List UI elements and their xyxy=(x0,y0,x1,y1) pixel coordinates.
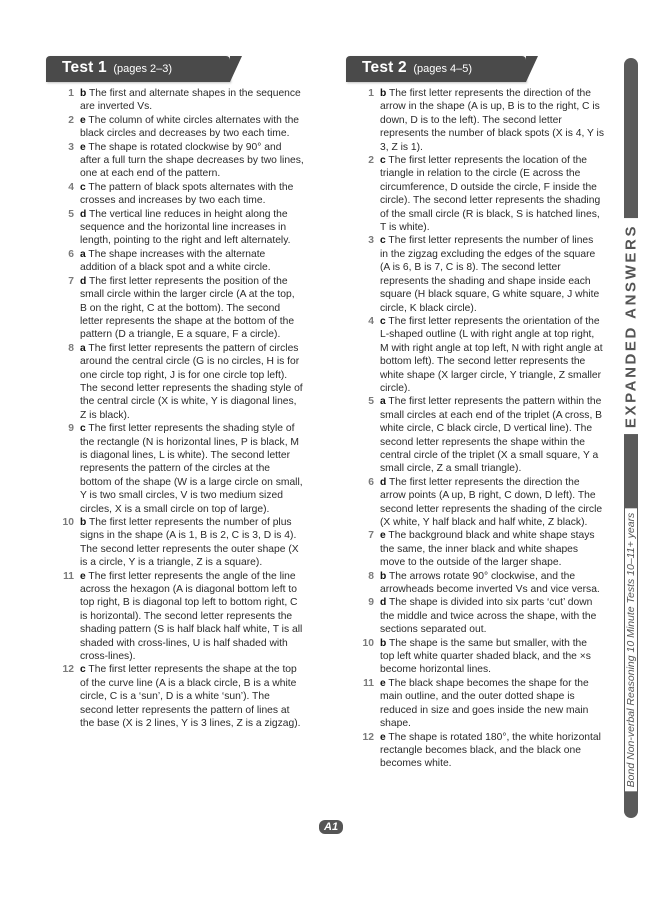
answer-item xyxy=(346,315,604,395)
answer-explanation: The shape is divided into six parts ‘cut’ down the middle and twice across the shape, with the sections separated out. xyxy=(380,597,597,636)
answer-number: 8 xyxy=(368,570,374,582)
answer-item xyxy=(46,663,304,730)
answer-explanation: The arrows rotate 90° clockwise, and the arrowheads become inverted Vs and vice versa. xyxy=(380,570,600,596)
answer-item xyxy=(346,395,604,475)
answer-item xyxy=(46,342,304,422)
answer-number: 1 xyxy=(368,88,374,99)
answer-item xyxy=(46,248,304,275)
answer-item xyxy=(46,141,304,181)
answer-explanation: The first letter represents the pattern of circles around the central circle (G is no circles, H is for one circle top right, J is for one circle top left). The second letter represents the shading style of the central circle (X is white, Y is diagonal lines, Z is black). xyxy=(80,342,303,421)
answer-item xyxy=(346,529,604,569)
answer-letter: a xyxy=(80,342,86,354)
answer-explanation: The first and alternate shapes in the sequence are inverted Vs. xyxy=(80,88,301,113)
test-2-pages: (pages 4–5) xyxy=(413,63,473,75)
answer-explanation: The first letter represents the orientation of the L-shaped outline (L with right angle at top right, M with right angle at top left, N with right angle at bottom left). The second letter represents the white shape (X larger circle, Y triangle, Z smaller circle). xyxy=(380,315,603,394)
answer-explanation: The background black and white shape stays the same, the inner black and white shapes move to the outside of the larger shape. xyxy=(380,530,595,569)
answer-item xyxy=(46,114,304,141)
answer-item xyxy=(46,181,304,208)
answer-explanation: The first letter represents the position of the small circle within the larger circle (A at the top, B on the right, C at the bottom). The second letter represents the shape at the bottom of the pattern (D a triangle, E a square, F a circle). xyxy=(80,275,295,341)
answer-explanation: The first letter represents the direction of the arrow in the shape (A is up, B is to the right, C is down, D is to the left). The second letter represents the number of black spots (X is 4, Y is 3, Z is 1). xyxy=(380,88,604,153)
answer-explanation: The pattern of black spots alternates with the crosses and increases by two each time. xyxy=(80,181,294,207)
answer-letter: c xyxy=(380,235,386,247)
answer-item xyxy=(346,154,604,234)
answer-letter: e xyxy=(80,114,86,126)
answer-letter: e xyxy=(80,141,86,153)
answer-number: 6 xyxy=(68,248,74,260)
answer-item xyxy=(46,87,304,114)
answer-explanation: The first letter represents the direction the arrow points (A up, B right, C down, D left). The second letter represents the shading of the circle (X white, Y half black and half white, Z black). xyxy=(380,476,603,528)
answer-explanation: The first letter represents the location of the triangle in relation to the circle (E across the circumference, D outside the circle, F inside the circle). The second letter represents the shading of the small circle (R is black, S is hatched lines, T is white). xyxy=(380,155,601,234)
answer-explanation: The vertical line reduces in height along the sequence and the horizontal line increases in length, pointing to the right and left alternately. xyxy=(80,208,291,247)
answer-item xyxy=(46,516,304,570)
answer-number: 3 xyxy=(68,141,74,153)
answer-letter: c xyxy=(80,664,86,676)
answer-letter: a xyxy=(80,248,86,260)
answer-number: 2 xyxy=(368,155,374,167)
test-2-title: Test 2 xyxy=(362,59,407,76)
answer-number: 4 xyxy=(368,315,374,327)
answer-letter: c xyxy=(380,155,386,167)
answer-explanation: The first letter represents the shading style of the rectangle (N is horizontal lines, P is black, M is diagonal lines, L is white). The second letter represents the pattern of the circles at the bottom of the shape (W is a large circle on small, Y is two small circles, V is two medium sized circles, X is a small circle on top of large). xyxy=(80,423,303,515)
answer-letter: d xyxy=(80,208,87,220)
answer-item xyxy=(346,596,604,636)
answer-number: 9 xyxy=(68,423,74,435)
answer-letter: e xyxy=(380,677,386,689)
answer-explanation: The first letter represents the number of lines in the zigzag excluding the edges of the square (A is 6, B is 7, C is 8). The second letter represents the shading and shape inside each square (H black square, G white square, J white circle, K black circle). xyxy=(380,235,600,314)
test-2-answers xyxy=(346,87,604,771)
side-heading: EXPANDED ANSWERS xyxy=(623,218,640,434)
answer-number: 12 xyxy=(362,731,374,743)
answer-explanation: The shape is the same but smaller, with the top left white quarter shaded black, and the ×s become horizontal lines. xyxy=(380,637,591,676)
answer-explanation: The black shape becomes the shape for the main outline, and the outer dotted shape is reduced in size and goes inside the new main shape. xyxy=(380,677,589,730)
test-2-section xyxy=(346,56,604,771)
answer-item xyxy=(46,422,304,516)
answer-letter: d xyxy=(380,597,387,609)
answer-explanation: The shape is rotated clockwise by 90° and after a full turn the shape decreases by two lines, one at each end of the pattern. xyxy=(80,141,304,180)
answer-item xyxy=(346,637,604,677)
answer-item xyxy=(346,731,604,771)
answer-letter: d xyxy=(380,476,387,488)
answer-number: 7 xyxy=(368,530,374,542)
answer-explanation: The column of white circles alternates with the black circles and decreases by two each time. xyxy=(80,114,300,140)
answer-letter: b xyxy=(80,88,87,99)
answer-item xyxy=(46,275,304,342)
answer-letter: d xyxy=(80,275,87,287)
answer-letter: c xyxy=(380,315,386,327)
answer-letter: b xyxy=(380,637,387,649)
answer-letter: e xyxy=(80,570,86,582)
answer-explanation: The first letter represents the number of plus signs in the shape (A is 1, B is 2, C is 3, D is 4). The second letter represents the outer shape (X is a circle, Y is a triangle, Z is a square). xyxy=(80,517,299,569)
answer-number: 4 xyxy=(68,181,74,193)
test-1-section xyxy=(46,56,304,731)
answer-letter: a xyxy=(380,396,386,408)
answer-number: 10 xyxy=(62,517,74,528)
test-2-banner xyxy=(346,56,526,82)
answer-item xyxy=(346,234,604,314)
answer-number: 2 xyxy=(68,114,74,126)
answer-item xyxy=(346,476,604,530)
answer-item xyxy=(346,570,604,597)
answer-item xyxy=(46,570,304,664)
answer-explanation: The first letter represents the pattern within the small circles at each end of the triplet (A cross, B white circle, C black circle, D vertical line). The second letter represents the shape within the central circle of the triplet (X a small square, Y a small circle, Z a small triangle). xyxy=(380,396,603,475)
answer-number: 6 xyxy=(368,476,374,488)
answer-explanation: The shape is rotated 180°, the white horizontal rectangle becomes black, and the black one becomes white. xyxy=(380,731,601,770)
answer-number: 11 xyxy=(63,570,74,582)
answer-item xyxy=(346,87,604,154)
answer-letter: e xyxy=(380,731,386,743)
answer-number: 7 xyxy=(68,275,74,287)
answer-number: 9 xyxy=(368,597,374,609)
answer-letter: b xyxy=(380,570,387,582)
answer-number: 3 xyxy=(368,235,374,247)
answer-letter: b xyxy=(80,517,87,528)
page-number: A1 xyxy=(319,820,343,834)
answer-number: 5 xyxy=(368,396,374,408)
answer-letter: b xyxy=(380,88,387,99)
answer-number: 12 xyxy=(62,664,74,676)
answer-number: 11 xyxy=(363,677,374,689)
test-1-banner xyxy=(46,56,230,82)
answer-explanation: The shape increases with the alternate addition of a black spot and a white circle. xyxy=(80,248,271,274)
answer-letter: c xyxy=(80,181,86,193)
answer-item xyxy=(346,677,604,731)
answer-number: 5 xyxy=(68,208,74,220)
answer-item xyxy=(46,208,304,248)
test-1-pages: (pages 2–3) xyxy=(113,63,173,75)
answer-letter: c xyxy=(80,423,86,435)
answer-letter: e xyxy=(380,530,386,542)
answer-number: 8 xyxy=(68,342,74,354)
test-1-title: Test 1 xyxy=(62,59,107,76)
answer-number: 1 xyxy=(68,88,74,99)
answer-number: 10 xyxy=(362,637,374,649)
answer-explanation: The first letter represents the angle of the line across the hexagon (A is diagonal bottom left to top right, B is diagonal top left to bottom right, C is horizontal). The second letter represents the shading pattern (S is half black half white, T is all shaded with cross-lines, U is half shaded with cross-lines). xyxy=(80,570,303,663)
test-1-answers xyxy=(46,87,304,731)
side-caption: Bond Non-verbal Reasoning 10 Minute Tests 10–11+ years xyxy=(625,509,637,792)
answer-explanation: The first letter represents the shape at the top of the curve line (A is a black circle, B is a white circle, C is a ‘sun’, D is a white ‘sun’). The second letter represents the pattern of lines at the base (X is 2 lines, Y is 3 lines, Z is a zigzag). xyxy=(80,664,301,730)
